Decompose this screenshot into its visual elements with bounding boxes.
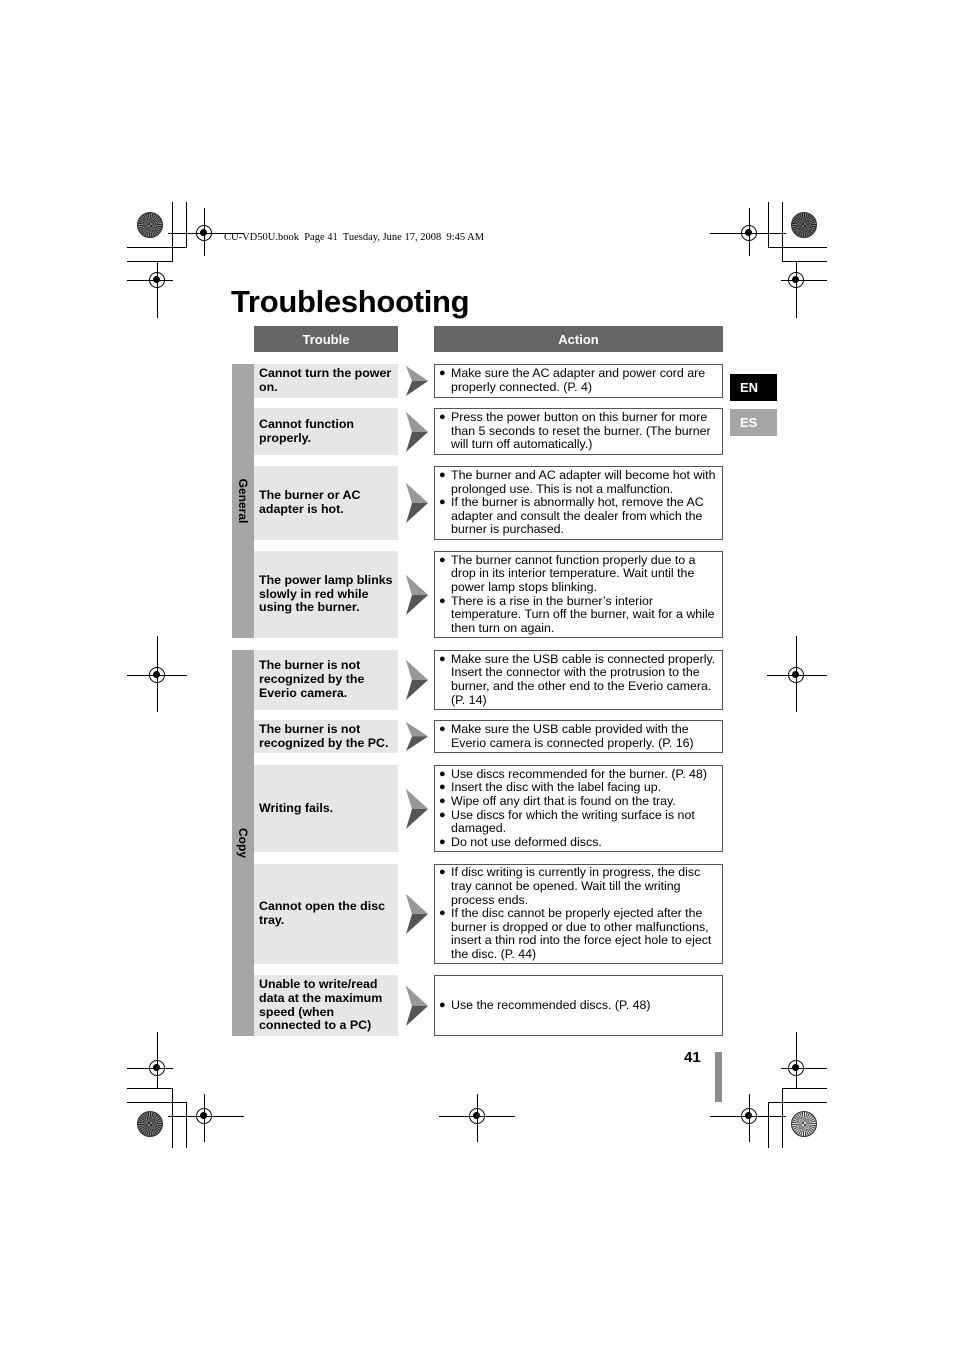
section-label-general: General [236,478,250,524]
bullet-icon: ● [439,411,446,424]
action-text: Use the recommended discs. (P. 48) [451,997,651,1012]
action-bullet [439,907,718,961]
action-bullet [439,795,718,809]
language-tab-en [730,374,777,401]
action-cell [434,466,723,540]
arrow-right-icon [406,483,428,523]
registration-target-icon [741,1108,757,1124]
action-cell [434,650,723,710]
action-text: Use discs for which the writing surface is not damaged. [451,807,695,836]
section-label-copy: Copy [236,828,250,858]
action-bullet [439,723,718,750]
action-bullet [439,469,718,496]
action-bullet [439,836,718,850]
action-column-header: Action [434,326,723,352]
registration-target-icon [149,667,165,683]
action-text: Do not use deformed discs. [451,834,602,849]
arrow-right-icon [406,789,428,829]
bullet-icon: ● [439,794,446,807]
action-text: Make sure the USB cable is connected properly. Insert the connector with the protrusion to the burner, and the other end to the Everio camera. (P. 14) [451,651,716,707]
arrow-right-icon [406,575,428,615]
registration-target-icon [149,1060,165,1076]
registration-disk-icon [137,1111,163,1137]
action-bullet [439,809,718,836]
file-header: CU-VD50U.book Page 41 Tuesday, June 17, 2008 9:45 AM [224,232,485,243]
language-tab-label: ES [740,415,758,430]
bullet-icon: ● [439,767,446,780]
action-bullet [439,999,718,1013]
registration-disk-icon [791,1111,817,1137]
action-bullet [439,554,718,595]
bullet-icon: ● [439,722,446,735]
trouble-text: The burner or AC adapter is hot. [259,488,361,516]
bullet-icon: ● [439,594,446,607]
action-cell [434,408,723,455]
bullet-icon: ● [439,652,446,665]
trouble-cell [254,650,398,710]
action-text: Use discs recommended for the burner. (P. 48) [451,766,707,781]
action-bullet [439,781,718,795]
action-text: Press the power button on this burner for more than 5 seconds to reset the burner. (The burner will turn off automatically.) [451,410,711,452]
trouble-cell [254,408,398,455]
action-text: The burner cannot function properly due to a drop in its interior temperature. Wait until the power lamp stops blinking. [451,552,696,594]
action-bullet [439,595,718,636]
page-edge-bar [715,1052,722,1102]
registration-target-icon [788,272,804,288]
action-bullet [439,653,718,707]
action-text: If the disc cannot be properly ejected after the burner is dropped or due to other malfunctions, insert a thin rod into the force eject hole to eject the disc. (P. 44) [451,906,712,961]
bullet-icon: ● [439,469,446,482]
action-bullet [439,411,718,452]
action-text: Make sure the AC adapter and power cord are properly connected. (P. 4) [451,366,706,394]
bullet-icon: ● [439,781,446,794]
bullet-icon: ● [439,553,446,566]
action-cell [434,720,723,753]
action-text: Wipe off any dirt that is found on the tray. [451,793,676,808]
action-text: If the burner is abnormally hot, remove the AC adapter and consult the dealer from which the burner is purchased. [451,495,704,537]
action-bullet [439,866,718,907]
action-cell [434,364,723,398]
page-number: 41 [684,1049,701,1066]
trouble-cell [254,864,398,964]
trouble-text: The power lamp blinks slowly in red while using the burner. [259,572,393,615]
page-title: Troubleshooting [231,284,470,319]
trouble-cell [254,551,398,638]
trouble-cell [254,466,398,540]
language-tab-es [730,409,777,436]
bullet-icon: ● [439,835,446,848]
bullet-icon: ● [439,907,446,920]
action-bullet [439,496,718,537]
arrow-right-icon [406,412,428,452]
registration-target-icon [788,1060,804,1076]
bullet-icon: ● [439,496,446,509]
action-text: There is a rise in the burner’s interior temperature. Turn off the burner, wait for a while then turn on again. [451,593,715,635]
bullet-icon: ● [439,808,446,821]
registration-target-icon [788,667,804,683]
registration-target-icon [196,225,212,241]
trouble-text: Cannot open the disc tray. [259,899,385,927]
trouble-column-header: Trouble [254,326,398,352]
language-tab-label: EN [740,380,759,395]
trouble-cell [254,765,398,852]
action-cell [434,864,723,964]
trouble-cell [254,364,398,398]
action-cell [434,975,723,1036]
registration-target-icon [196,1108,212,1124]
action-cell [434,765,723,852]
trouble-text: Unable to write/read data at the maximum speed (when connected to a PC) [259,976,383,1033]
action-text: Make sure the USB cable provided with the Everio camera is connected properly. (P. 16) [451,721,694,750]
arrow-right-icon [406,986,428,1026]
bullet-icon: ● [439,367,446,380]
trouble-text: Writing fails. [259,800,334,815]
registration-disk-icon [137,212,163,238]
arrow-right-icon [406,366,428,396]
action-bullet [439,768,718,782]
trouble-text: Cannot turn the power on. [259,366,392,394]
action-text: Insert the disc with the label facing up. [451,780,662,795]
bullet-icon: ● [439,866,446,879]
action-cell [434,551,723,638]
action-text: If disc writing is currently in progress, the disc tray cannot be opened. Wait till the writing process ends. [451,865,701,907]
arrow-right-icon [406,660,428,700]
arrow-right-icon [406,894,428,934]
trouble-text: The burner is not recognized by the Everio camera. [259,658,365,700]
trouble-cell [254,720,398,753]
trouble-cell [254,975,398,1036]
registration-disk-icon [791,212,817,238]
registration-target-icon [469,1108,485,1124]
trouble-text: The burner is not recognized by the PC. [259,721,389,750]
trouble-text: Cannot function properly. [259,416,354,445]
bullet-icon: ● [439,998,446,1011]
arrow-right-icon [406,722,428,751]
action-bullet [439,367,718,394]
registration-target-icon [741,225,757,241]
registration-target-icon [149,272,165,288]
action-text: The burner and AC adapter will become hot with prolonged use. This is not a malfunction. [451,468,716,496]
